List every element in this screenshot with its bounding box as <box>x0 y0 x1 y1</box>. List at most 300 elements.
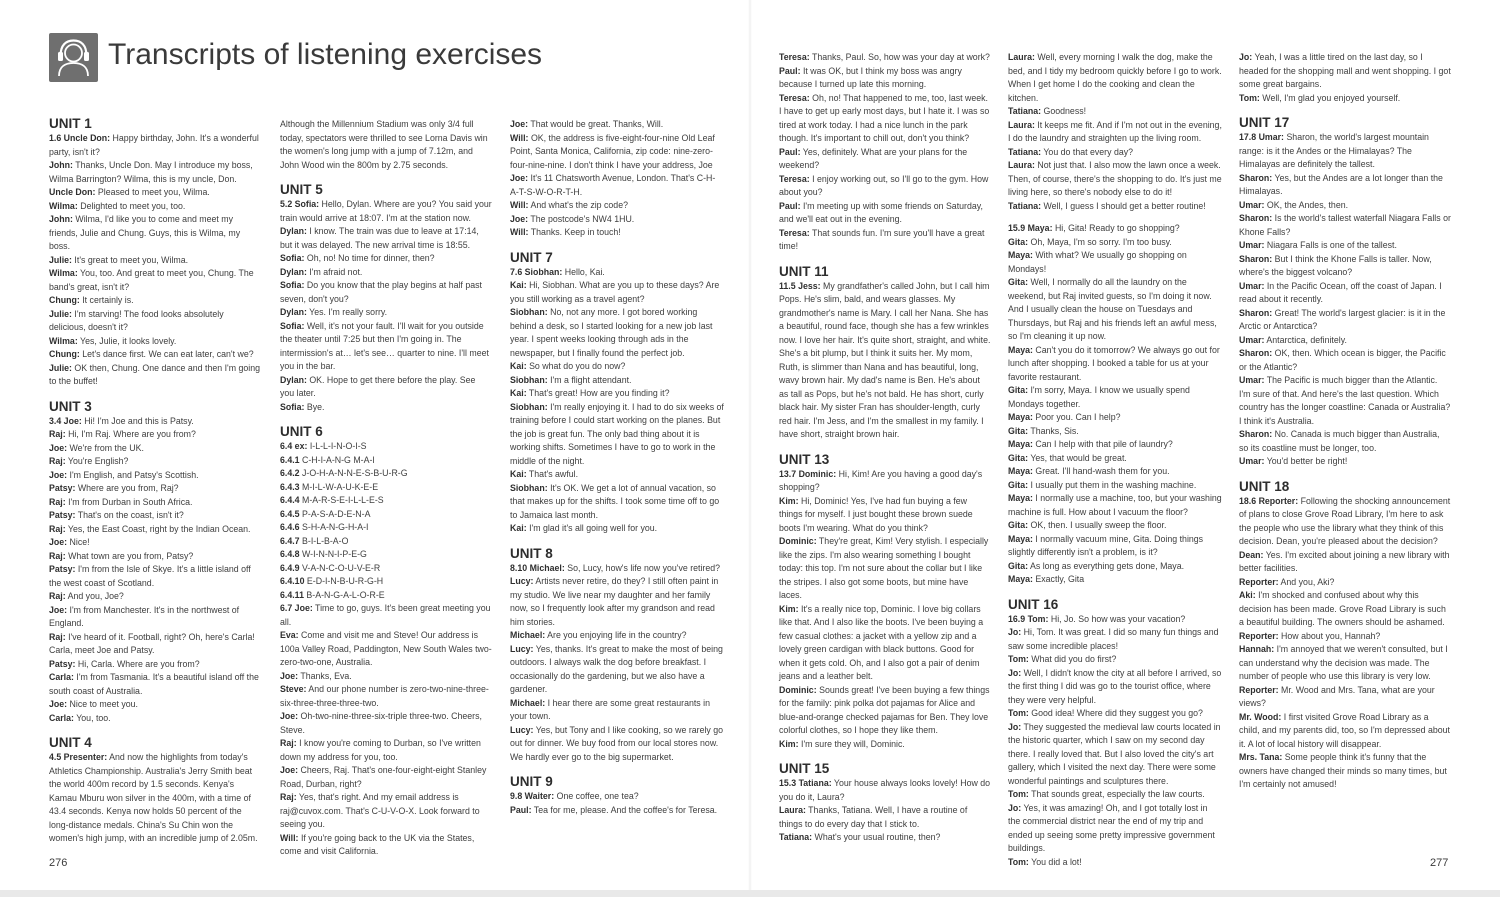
page-gutter <box>748 0 752 897</box>
dialogue-text: No. Canada is much bigger than Australia, so its coastline must be longer, too. <box>1239 429 1440 453</box>
speaker-label: Kai: <box>510 280 527 290</box>
dialogue-text: Following the shocking announcement of plans to close Grove Road Library, I'm here to ask the people who use the library what they think of this decision. Dean, you're pleased about the decision? <box>1239 495 1451 546</box>
speaker-label: Gita: <box>1008 425 1029 436</box>
transcript-line <box>280 710 492 737</box>
transcript-line <box>1239 334 1451 348</box>
speaker-label: Raj: <box>280 738 297 748</box>
dialogue-text: Yes. I'm really sorry. <box>306 307 388 317</box>
transcript-line <box>510 468 724 482</box>
transcript-line <box>49 590 261 604</box>
speaker-label: Kai: <box>510 469 527 479</box>
speaker-label: Wilma: <box>49 268 78 278</box>
transcript-line <box>1239 630 1451 644</box>
transcript-line <box>1008 249 1222 276</box>
dialogue-text: I hear there are some great restaurants in your town. <box>510 697 710 721</box>
transcript-line <box>510 226 724 240</box>
transcript-line <box>1239 280 1451 307</box>
dialogue-text: Niagara Falls is one of the tallest. <box>1264 240 1397 250</box>
dialogue-text: Sounds great! I've been buying a few things for the family: pink polka dot pajamas for Alice and blue-and-orange checked pajamas for Ben. They love colorful clothes, so I hope they like them. <box>779 684 990 735</box>
transcript-line <box>1008 802 1222 856</box>
dialogue-text: Hi, I'm Raj. Where are you from? <box>65 429 196 439</box>
transcript-line <box>1008 667 1222 708</box>
unit-heading: UNIT 11 <box>779 263 829 279</box>
speaker-label: 6.4.11 <box>280 589 304 600</box>
transcript-line <box>1239 684 1451 711</box>
transcript-line <box>779 227 991 254</box>
dialogue-text: Hi, Gita! Ready to go shopping? <box>1052 223 1180 233</box>
speaker-label: Gita: <box>1008 452 1029 463</box>
dialogue-text: Thanks, Eva. <box>298 670 352 681</box>
dialogue-text: Well, it's not your fault. I'll wait for you outside the theater until 7:25 but then I'm going in. The intermission's at… let's see… quarter to nine. I'll meet you in the bar. <box>280 320 489 371</box>
transcript-line <box>280 832 492 859</box>
dialogue-text: Yes, that's right. And my email address is raj@cuvox.com. That's C-U-V-O-X. Look forward to seeing you. <box>280 792 480 829</box>
speaker-label: Laura: <box>1008 160 1035 170</box>
dialogue-text: You're English? <box>65 456 129 466</box>
page-title: Transcripts of listening exercises <box>108 38 543 71</box>
transcript-line <box>280 521 492 535</box>
dialogue-text: Hi, Siobhan. What are you up to these days? Are you still working as a travel agent? <box>510 280 720 304</box>
transcript-line <box>510 562 724 576</box>
transcript-line <box>49 563 261 590</box>
dialogue-text: And what's the zip code? <box>528 200 628 210</box>
transcript-line <box>49 213 261 254</box>
speaker-label: Reporter: <box>1239 630 1279 641</box>
dialogue-text: I'm starving! The food looks absolutely delicious, doesn't it? <box>49 308 224 332</box>
speaker-label: 17.8 Umar: <box>1239 132 1284 142</box>
speaker-label: Will: <box>510 132 529 143</box>
speaker-label: 6.4.8 <box>280 549 300 559</box>
speaker-label: 6.4 ex: <box>280 441 308 451</box>
speaker-label: Steve: <box>280 684 307 694</box>
speaker-label: Umar: <box>1239 280 1265 291</box>
dialogue-text: I'm a flight attendant. <box>547 374 632 385</box>
speaker-label: Maya: <box>1008 574 1033 584</box>
transcript-line <box>280 764 492 791</box>
speaker-label: Julie: <box>49 308 72 319</box>
transcript-line <box>779 684 991 738</box>
dialogue-text: Yes, thanks. It's great to make the most of being outdoors. I always walk the dog before breakfast. I occasionally do the gardening, but we also have a gardener. <box>510 643 723 694</box>
unit-heading: UNIT 4 <box>49 735 92 750</box>
dialogue-text: But I think the Khone Falls is taller. Now, where's the biggest volcano? <box>1239 253 1432 277</box>
transcript-line <box>1239 374 1451 428</box>
speaker-label: Julie: <box>49 362 72 373</box>
transcript-line <box>1008 425 1222 439</box>
transcript-line <box>1239 199 1451 213</box>
speaker-label: Teresa: <box>779 227 810 238</box>
dialogue-text: You, too. <box>73 712 111 723</box>
transcript-line <box>510 387 724 401</box>
speaker-label: Tatiana: <box>1008 146 1042 157</box>
speaker-label: Teresa: <box>779 173 810 184</box>
unit-heading: UNIT 5 <box>280 182 323 197</box>
transcript-line <box>49 254 261 268</box>
speaker-label: Joe: <box>510 213 529 224</box>
dialogue-text: I'm annoyed that we weren't consulted, but I can understand why the decision was made. The number of people who use this library is very low. <box>1239 644 1448 681</box>
transcript-line <box>1239 131 1451 172</box>
speaker-label: Will: <box>510 200 529 210</box>
speaker-label: Will: <box>510 227 529 237</box>
transcript-line <box>510 697 724 724</box>
dialogue-text: I-L-L-I-N-O-I-S <box>307 441 367 451</box>
transcript-line <box>49 267 261 294</box>
transcript-line <box>510 804 724 818</box>
dialogue-text: Yeah, I was a little tired on the last day, so I headed for the shopping mall and went shopping. I got some great bargains. <box>1239 52 1451 89</box>
dialogue-text: Hi, Tom. It was great. I did so many fun things and saw some incredible places! <box>1008 627 1219 651</box>
transcript-line <box>280 306 492 320</box>
dialogue-text: W-I-N-N-I-P-E-G <box>299 549 367 559</box>
speaker-label: Sharon: <box>1239 172 1273 183</box>
speaker-label: John: <box>49 160 73 170</box>
transcript-line <box>1239 576 1451 590</box>
speaker-label: Umar: <box>1239 240 1265 250</box>
dialogue-text: OK. Hope to get there before the play. See you later. <box>280 374 476 398</box>
transcript-line <box>510 643 724 697</box>
speaker-label: Joe: <box>510 119 529 129</box>
dialogue-text: I know you're coming to Durban, so I've written down my address for you, too. <box>280 738 481 762</box>
unit-heading: UNIT 17 <box>1239 115 1290 130</box>
speaker-label: Aki: <box>1239 590 1256 600</box>
dialogue-text: And now the highlights from today's Athletics Championship. Australia's Jerry Smith beat the world 400m record by 1.5 seconds. Kenya's Kamau Mburu won silver in the 400m, with a time of 43.4 seconds. Kenya now holds 50 percent of the long-distance medals. China's Su Chin won the women's high jump, with an incredible jump of 2.05m. <box>49 752 258 843</box>
transcript-line <box>49 455 261 469</box>
dialogue-text: That sounds great, especially the law courts. <box>1028 789 1205 799</box>
speaker-label: Gita: <box>1008 560 1029 571</box>
speaker-label: Dean: <box>1239 549 1264 560</box>
transcript-line <box>49 698 261 712</box>
transcript-line <box>49 469 261 483</box>
speaker-label: Lucy: <box>510 576 534 586</box>
dialogue-text: I normally vacuum mine, Gita. Doing things slightly differently isn't a problem, is it? <box>1008 533 1204 557</box>
transcript-line <box>779 738 991 752</box>
speaker-label: Sofia: <box>280 401 305 412</box>
transcript-line <box>280 279 492 306</box>
dialogue-text: Oh, Maya, I'm so sorry. I'm too busy. <box>1028 236 1172 247</box>
speaker-label: Sofia: <box>280 280 305 290</box>
dialogue-text: It was OK, but I think my boss was angry because I turned up late this morning. <box>779 65 962 89</box>
speaker-label: Dylan: <box>280 266 307 277</box>
dialogue-text: It's OK. We get a lot of annual vacation, so that makes up for the shifts. I took some time off to go to Jamaica last month. <box>510 482 720 520</box>
speaker-label: Joe: <box>49 537 68 547</box>
unit-heading: UNIT 6 <box>280 424 323 439</box>
dialogue-text: It's a really nice top, Dominic. I love big collars like that. And I also like the boots. I've been buying a few casual clothes: a jacket with a yellow zip and a lovely green cardigan with black buttons. Good for when it gets cold. Oh, and I also got a pair of denim jeans and a leather belt. <box>779 603 984 681</box>
speaker-label: Wilma: <box>49 200 78 211</box>
dialogue-text: And you, Aki? <box>1278 576 1335 587</box>
dialogue-text: Your house always looks lovely! How do you do it, Laura? <box>779 778 991 802</box>
transcript-line <box>510 172 724 199</box>
unit-heading: UNIT 1 <box>49 116 92 131</box>
speaker-label: 6.4.2 <box>280 468 300 478</box>
dialogue-text: Thanks. Keep in touch! <box>528 227 621 237</box>
transcript-line <box>1008 384 1222 411</box>
speaker-label: Siobhan: <box>510 482 548 493</box>
dialogue-text: I'm from Tasmania. It's a beautiful island off the south coast of Australia. <box>49 672 259 696</box>
speaker-label: Tatiana: <box>779 832 813 842</box>
speaker-label: Teresa: <box>779 52 810 62</box>
transcript-line <box>280 575 492 589</box>
transcript-line <box>510 306 724 360</box>
speaker-label: Dylan: <box>280 307 307 317</box>
dialogue-text: Oh, no! That happened to me, too, last week. I have to get up early most days, but I hate it. I was so tired at work today. I had a nice lunch in the park though. It's important to chill out, don't you think? <box>779 92 990 143</box>
unit-heading: UNIT 15 <box>779 761 830 776</box>
dialogue-text: In the Pacific Ocean, off the coast of Japan. I read about it recently. <box>1239 280 1442 304</box>
dialogue-text: I'm sorry, Maya. I know we usually spend Mondays together. <box>1008 385 1190 409</box>
transcript-line <box>280 252 492 266</box>
speaker-label: Jo: <box>1008 667 1022 678</box>
speaker-label: Uncle Don: <box>49 187 96 197</box>
transcript-line <box>1008 146 1222 160</box>
transcript-line <box>280 118 492 172</box>
dialogue-text: Yes. I'm excited about joining a new library with better facilities. <box>1239 549 1450 573</box>
dialogue-text: I'm from the Isle of Skye. It's a little island off the west coast of Scotland. <box>49 564 251 588</box>
transcript-column-4 <box>779 51 991 842</box>
transcript-line <box>49 415 261 429</box>
transcript-line <box>280 401 492 415</box>
transcript-line <box>1008 653 1222 667</box>
speaker-label: Joe: <box>49 699 68 709</box>
dialogue-text: Although the Millennium Stadium was only 3/4 full today, spectators were thrilled to see Lorna Davis win the women's long jump with a jump of 7.12m, and John Wood win the 800m by 2.75 seconds. <box>280 119 488 170</box>
speaker-label: Will: <box>280 832 299 843</box>
transcript-line <box>510 629 724 643</box>
dialogue-text: I'm meeting up with some friends on Saturday, and we'll eat out in the evening. <box>779 200 983 224</box>
transcript-line <box>49 658 261 672</box>
transcript-line <box>49 496 261 510</box>
speaker-label: Tatiana: <box>1008 106 1042 116</box>
speaker-label: Dominic: <box>779 684 817 695</box>
speaker-label: Raj: <box>49 456 66 466</box>
dialogue-text: Hello, Dylan. Where are you? You said your train would arrive at 18:07. I'm at the station now. <box>280 199 492 223</box>
dialogue-text: OK then, Chung. One dance and then I'm going to the buffet! <box>49 362 260 386</box>
transcript-line <box>779 280 991 442</box>
speaker-label: Teresa: <box>779 92 810 103</box>
speaker-label: Gita: <box>1008 277 1029 287</box>
transcript-line <box>1239 347 1451 374</box>
speaker-label: Reporter: <box>1239 684 1279 695</box>
transcript-line <box>280 374 492 401</box>
transcript-line <box>510 118 724 132</box>
transcript-line <box>1239 495 1451 549</box>
speaker-label: 6.7 Joe: <box>280 603 313 613</box>
dialogue-text: Come and visit me and Steve! Our address is 100a Valley Road, Paddington, New South Wales two-zero-two-one, Australia. <box>280 630 492 667</box>
dialogue-text: Mr. Wood and Mrs. Tana, what are your views? <box>1239 684 1435 708</box>
speaker-label: Lucy: <box>510 643 534 654</box>
transcript-line <box>49 671 261 698</box>
speaker-label: Sharon: <box>1239 307 1273 318</box>
speaker-label: Gita: <box>1008 520 1029 530</box>
transcript-line <box>779 65 991 92</box>
speaker-label: Laura: <box>1008 52 1035 62</box>
dialogue-text: We're from the UK. <box>67 442 144 453</box>
speaker-label: Maya: <box>1008 466 1033 476</box>
dialogue-text: E-D-I-N-B-U-R-G-H <box>304 576 384 586</box>
dialogue-text: They suggested the medieval law courts located in the historic quarter, which I saw on my second day there. I really loved that. But I also loved the city's art gallery, which I visited the next day. There were some wonderful paintings and sculptures there. <box>1008 721 1221 786</box>
transcript-line <box>49 348 261 362</box>
dialogue-text: Yes, Julie, it looks lovely. <box>77 335 177 346</box>
dialogue-text: That sounds fun. I'm sure you'll have a great time! <box>779 227 985 251</box>
transcript-line <box>49 428 261 442</box>
dialogue-text: Bye. <box>304 401 325 412</box>
unit-heading: UNIT 8 <box>510 545 553 561</box>
speaker-label: Patsy: <box>49 564 76 574</box>
dialogue-text: Great! The world's largest glacier: is it in the Arctic or Antarctica? <box>1239 307 1446 331</box>
dialogue-text: OK, the Andes, then. <box>1264 199 1349 210</box>
transcript-line <box>510 279 724 306</box>
speaker-label: 15.3 Tatiana: <box>779 778 832 788</box>
transcript-line <box>49 631 261 658</box>
transcript-line <box>1008 236 1222 250</box>
speaker-label: Raj: <box>49 429 66 439</box>
speaker-label: Michael: <box>510 697 546 708</box>
dialogue-text: It's 11 Chatsworth Avenue, London. That's C-H-A-T-S-W-O-R-T-H. <box>510 173 716 197</box>
dialogue-text: Yes, the East Coast, right by the Indian Ocean. <box>65 523 251 534</box>
transcript-line <box>510 790 724 804</box>
speaker-label: 1.6 Uncle Don: <box>49 133 111 143</box>
dialogue-text: J-O-H-A-N-N-E-S-B-U-R-G <box>299 468 408 478</box>
dialogue-text: I know. The train was due to leave at 17:14, but it was delayed. The new arrival time is 18:55. <box>280 226 479 250</box>
dialogue-text: What town are you from, Patsy? <box>65 550 194 561</box>
transcript-line <box>1008 492 1222 519</box>
transcript-line <box>1008 707 1222 721</box>
transcript-line <box>1239 455 1451 469</box>
speaker-label: Hannah: <box>1239 644 1275 654</box>
speaker-label: Carla: <box>49 672 74 682</box>
dialogue-text: OK, then. Which ocean is bigger, the Pacific or the Atlantic? <box>1239 348 1446 372</box>
transcript-line <box>510 522 724 536</box>
speaker-label: Sharon: <box>1239 429 1273 439</box>
page-number-left: 276 <box>49 857 68 869</box>
dialogue-text: I normally use a machine, too, but your washing machine is full. How about I vacuum the floor? <box>1008 493 1222 517</box>
transcript-line <box>510 360 724 374</box>
transcript-line <box>510 266 724 280</box>
speaker-label: Tatiana: <box>1008 200 1042 211</box>
dialogue-text: Thanks, Sis. <box>1028 425 1079 436</box>
speaker-label: Tom: <box>1239 92 1260 103</box>
transcript-line <box>49 523 261 537</box>
dialogue-text: Tea for me, please. And the coffee's for Teresa. <box>531 804 718 815</box>
transcript-line <box>1239 253 1451 280</box>
dialogue-text: Hi! I'm Joe and this is Patsy. <box>81 415 194 426</box>
transcript-line <box>510 132 724 173</box>
dialogue-text: Well, I guess I should get a better routine! <box>1041 200 1206 211</box>
transcript-line <box>49 308 261 335</box>
dialogue-text: And you, Joe? <box>65 591 124 601</box>
transcript-line <box>49 442 261 456</box>
transcript-line <box>1239 307 1451 334</box>
transcript-column-2 <box>280 118 492 856</box>
dialogue-text: Hi, Jo. So how was your vacation? <box>1048 613 1186 624</box>
speaker-label: Umar: <box>1239 456 1265 466</box>
transcript-line <box>1008 533 1222 560</box>
dialogue-text: Can't you do it tomorrow? We always go out for lunch after shopping. I booked a table for us at your favorite restaurant. <box>1008 344 1220 382</box>
speaker-label: John: <box>49 214 73 224</box>
dialogue-text: Are you enjoying life in the country? <box>545 630 687 640</box>
speaker-label: 6.4.1 <box>280 454 300 465</box>
speaker-label: Sharon: <box>1239 348 1273 358</box>
dialogue-text: I'm really enjoying it. I had to do six weeks of training before I could start working on the planes. But the job is great fun. The only bad thing about it is working shifts. Sometimes I have to go to work in the middle of the night. <box>510 401 724 466</box>
dialogue-text: Nice! <box>67 537 90 547</box>
dialogue-text: Yes, definitely. What are your plans for the weekend? <box>779 146 968 170</box>
transcript-line <box>49 536 261 550</box>
speaker-label: 9.8 Waiter: <box>510 791 555 801</box>
transcript-line <box>1239 212 1451 239</box>
dialogue-text: Yes, but Tony and I like cooking, so we rarely go out for dinner. We buy food from our local stores now. We hardly ever go to the big supermarket. <box>510 724 724 762</box>
transcript-line <box>1008 276 1222 344</box>
speaker-label: 5.2 Sofia: <box>280 199 320 209</box>
transcript-line <box>280 467 492 481</box>
transcript-line <box>280 266 492 280</box>
transcript-line <box>280 454 492 468</box>
dialogue-text: That would be great. Thanks, Will. <box>528 119 664 129</box>
speaker-label: Joe: <box>49 442 68 453</box>
speaker-label: Dominic: <box>779 536 817 546</box>
speaker-label: Raj: <box>49 591 66 601</box>
dialogue-text: Oh-two-nine-three-six-triple three-two. Cheers, Steve. <box>280 711 482 735</box>
speaker-label: 16.9 Tom: <box>1008 613 1049 624</box>
transcript-line <box>280 198 492 225</box>
dialogue-text: No, not any more. I got bored working behind a desk, so I started looking for a new job last year. I spent weeks looking through ads in the newspaper, but I finally found the perfect job. <box>510 307 713 358</box>
bottom-edge <box>0 890 1500 897</box>
dialogue-text: I'm English, and Patsy's Scottish. <box>67 469 199 480</box>
dialogue-text: You, too. And great to meet you, Chung. The band's great, isn't it? <box>49 268 254 292</box>
speaker-label: Umar: <box>1239 375 1265 385</box>
transcript-line <box>1008 519 1222 533</box>
transcript-line <box>49 335 261 349</box>
transcript-line <box>1239 239 1451 253</box>
dialogue-text: Well, I normally do all the laundry on the weekend, but Raj invited guests, so I'm doing it now. And I usually clean the house on Tuesdays and Thursdays, but Raj and his friends left an awful mess, so I'm cleaning it up now. <box>1008 277 1217 341</box>
speaker-label: Tom: <box>1008 856 1029 867</box>
speaker-label: Kai: <box>510 523 527 533</box>
speaker-label: Chung: <box>49 295 80 305</box>
dialogue-text: M-A-R-S-E-I-L-L-E-S <box>299 495 384 505</box>
transcript-line <box>1239 751 1451 792</box>
transcript-line <box>49 751 261 846</box>
dialogue-text: Poor you. Can I help? <box>1032 412 1121 422</box>
listening-person-icon <box>49 33 98 82</box>
transcript-line <box>280 225 492 252</box>
dialogue-text: M-I-L-W-A-U-K-E-E <box>299 481 379 492</box>
transcript-line <box>510 724 724 765</box>
dialogue-text: How about you, Hannah? <box>1278 630 1381 641</box>
speaker-label: Joe: <box>510 173 529 183</box>
transcript-line <box>1008 465 1222 479</box>
speaker-label: Gita: <box>1008 479 1029 490</box>
speaker-label: Gita: <box>1008 385 1029 395</box>
transcript-line <box>1008 560 1222 574</box>
dialogue-text: As long as everything gets done, Maya. <box>1028 560 1185 571</box>
transcript-line <box>1239 711 1451 752</box>
speaker-label: Wilma: <box>49 335 78 346</box>
speaker-label: Joe: <box>49 604 68 615</box>
transcript-line <box>1008 222 1222 236</box>
transcript-line <box>779 468 991 495</box>
dialogue-text: Artists never retire, do they? I still often paint in my studio. We live near my daughter and her family now, so I frequently look after my grandson and read him stories. <box>510 576 719 627</box>
dialogue-text: Good idea! Where did they suggest you go? <box>1028 708 1203 718</box>
dialogue-text: Goodness! <box>1041 106 1087 116</box>
speaker-label: Maya: <box>1008 250 1033 260</box>
dialogue-text: Let's dance first. We can eat later, can't we? <box>79 349 254 359</box>
page-number-right: 277 <box>1430 857 1449 869</box>
dialogue-text: Well, I didn't know the city at all before I arrived, so the first thing I did was go to the tourist office, where they were very helpful. <box>1008 667 1222 705</box>
speaker-label: Kim: <box>779 738 799 749</box>
dialogue-text: My grandfather's called John, but I call him Pops. He's slim, bald, and wears glasses. My grandmother's name is Mary. I call her Nana. She has a beautiful, round face, though she has a few wrinkles now. I love her hair. It's quite short, straight, and white. She's a bit plump, but I think it suits her. My mom, Ruth, is slimmer than Nana and has beautiful, long, wavy brown hair. My dad's name is Ben. He's about as tall as Pops, but he's not bald. He has short, curly black hair. My sister Fran has shoulder-length, curly red hair. I'm Jess, and I'm the smallest in my family. I have short, straight brown hair. <box>779 280 991 439</box>
dialogue-text: It keeps me fit. And if I'm not out in the evening, I do the laundry and straighten up the living room. <box>1008 119 1222 143</box>
speaker-label: Sofia: <box>280 253 305 263</box>
speaker-label: Tom: <box>1008 708 1029 718</box>
speaker-label: Sharon: <box>1239 213 1273 223</box>
transcript-line <box>779 777 991 804</box>
dialogue-text: You did a lot! <box>1028 856 1082 867</box>
transcript-line <box>779 535 991 603</box>
dialogue-text: Well, every morning I walk the dog, make the bed, and I tidy my bedroom quickly before I go to work. When I get home I do the cooking and clean the kitchen. <box>1008 52 1222 103</box>
dialogue-text: Hi, Carla. Where are you from? <box>75 658 200 669</box>
